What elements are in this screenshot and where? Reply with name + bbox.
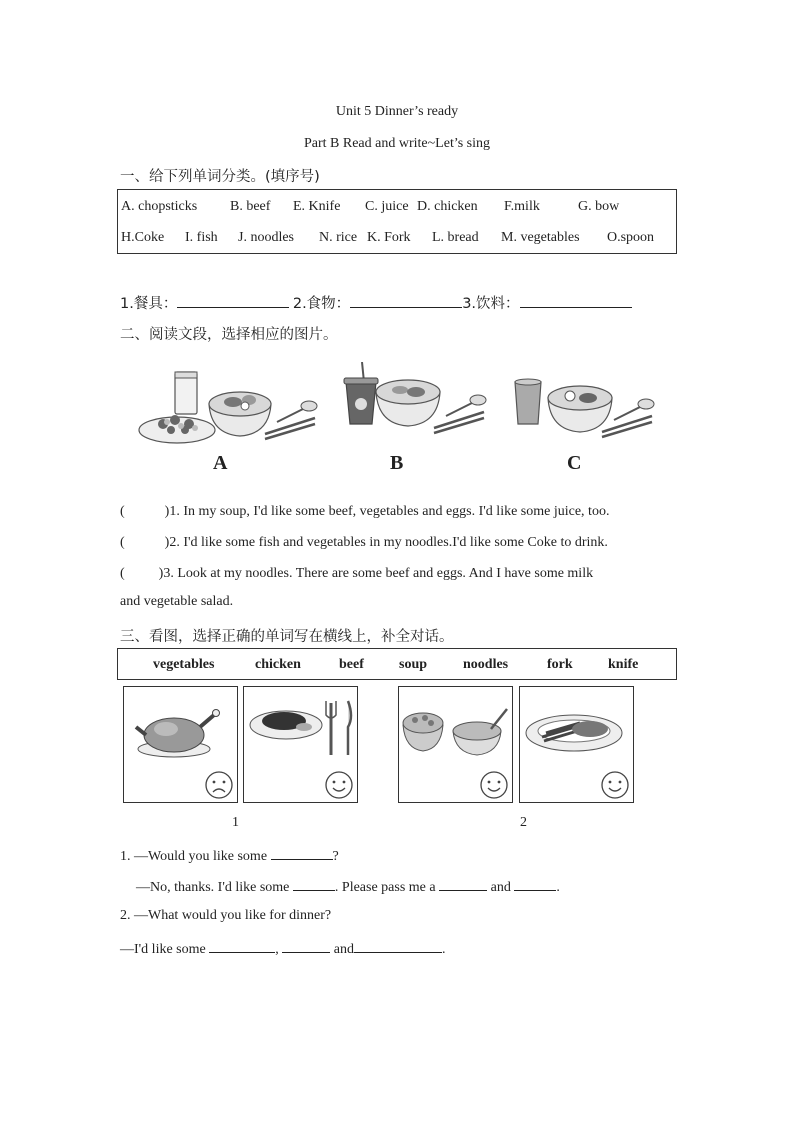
question-text: 1. In my soup, I'd like some beef, vegetables and eggs. I'd like some juice, too. [169, 504, 610, 519]
paren-close: ) [164, 535, 170, 550]
meal-picture-a [135, 362, 320, 447]
answer-blank[interactable] [354, 939, 442, 953]
picture-vegetables-plate [519, 686, 634, 803]
word-item: L. bread [432, 230, 479, 245]
word-bank-item: chicken [255, 657, 301, 672]
paren-open: ( [120, 566, 125, 581]
word-item: G. bow [578, 199, 620, 214]
dialogue-text: , [275, 942, 283, 957]
picture-label-c: C [567, 452, 582, 474]
happy-face-icon [326, 772, 352, 798]
dialogue-text: . [556, 880, 560, 895]
dialogue-2-question: 2. —What would you like for dinner? [120, 908, 332, 923]
meal-picture-b [342, 362, 492, 447]
word-item: K. Fork [367, 230, 411, 245]
paren-close: ) [158, 566, 164, 581]
question-2 [120, 532, 608, 551]
dialogue-text: —No, thanks. I'd like some [136, 880, 293, 895]
word-item: J. noodles [238, 230, 294, 245]
question-3-continued: and vegetable salad. [120, 594, 234, 609]
answer-blank[interactable] [271, 846, 333, 860]
word-item: D. chicken [417, 199, 478, 214]
answer-space[interactable] [125, 501, 165, 515]
picture-beef-fork-knife [243, 686, 358, 803]
section2-heading: 二、阅读文段，选择相应的图片。 [120, 327, 338, 343]
word-item: M. vegetables [501, 230, 580, 245]
answer-blank[interactable] [177, 294, 289, 308]
paren-open: ( [120, 535, 125, 550]
word-item: F.milk [504, 199, 540, 214]
happy-face-icon [602, 772, 628, 798]
question-3 [120, 563, 593, 582]
dialogue-text: ? [332, 849, 339, 864]
word-bank-item: knife [608, 657, 639, 672]
word-bank-box [117, 648, 677, 680]
worksheet-subtitle: Part B Read and write~Let’s sing [303, 136, 491, 151]
dialogue-1-answer [136, 877, 560, 896]
section1-heading: 一、给下列单词分类。(填序号) [120, 169, 320, 185]
word-item: B. beef [230, 199, 271, 214]
answer-space[interactable] [125, 563, 159, 577]
dialogue-2-answer [120, 939, 445, 958]
word-item: E. Knife [293, 199, 341, 214]
picture-label-b: B [390, 452, 404, 474]
word-item: A. chopsticks [121, 199, 198, 214]
dialogue-text: 1. —Would you like some [120, 849, 271, 864]
sad-face-icon [206, 772, 232, 798]
category-line [120, 292, 632, 313]
answer-blank[interactable] [209, 939, 275, 953]
picture-group-number-2: 2 [520, 815, 527, 830]
word-bank-item: soup [399, 657, 428, 672]
happy-face-icon [481, 772, 507, 798]
answer-blank[interactable] [439, 877, 487, 891]
word-item: H.Coke [121, 230, 165, 245]
answer-blank[interactable] [282, 939, 330, 953]
paren-close: ) [164, 504, 170, 519]
question-1 [120, 501, 609, 520]
answer-space[interactable] [125, 532, 165, 546]
word-bank-item: vegetables [153, 657, 215, 672]
category-label-2: 2.食物： [292, 296, 351, 312]
question-text: 2. I'd like some fish and vegetables in my noodles.I'd like some Coke to drink. [169, 535, 608, 550]
question-text: 3. Look at my noodles. There are some beef and eggs. And I have some milk [163, 566, 594, 581]
word-item: C. juice [365, 199, 409, 214]
picture-group-number-1: 1 [232, 815, 239, 830]
worksheet-title: Unit 5 Dinner’s ready [335, 104, 459, 119]
section3-heading: 三、看图，选择正确的单词写在横线上，补全对话。 [120, 629, 454, 645]
paren-open: ( [120, 504, 125, 519]
category-label-3: 3.饮料： [462, 296, 520, 312]
answer-blank[interactable] [520, 294, 632, 308]
dialogue-text: . [441, 942, 446, 957]
answer-blank[interactable] [514, 877, 556, 891]
answer-blank[interactable] [350, 294, 462, 308]
word-bank-item: beef [339, 657, 364, 672]
picture-chicken-sad [123, 686, 238, 803]
dialogue-text: . Please pass me a [334, 880, 440, 895]
dialogue-text: and [487, 880, 515, 895]
dialogue-text: —I'd like some [120, 942, 210, 957]
word-bank-item: fork [547, 657, 573, 672]
dialogue-1-question [120, 846, 339, 865]
word-item: I. fish [185, 230, 218, 245]
word-bank-item: noodles [463, 657, 509, 672]
meal-picture-c [510, 372, 660, 447]
picture-label-a: A [213, 452, 228, 474]
dialogue-text: and [330, 942, 354, 957]
category-label-1: 1.餐具： [120, 296, 178, 312]
answer-blank[interactable] [293, 877, 335, 891]
word-item: O.spoon [607, 230, 655, 245]
picture-rice-soup [398, 686, 513, 803]
word-list-box [117, 189, 677, 254]
word-item: N. rice [319, 230, 358, 245]
